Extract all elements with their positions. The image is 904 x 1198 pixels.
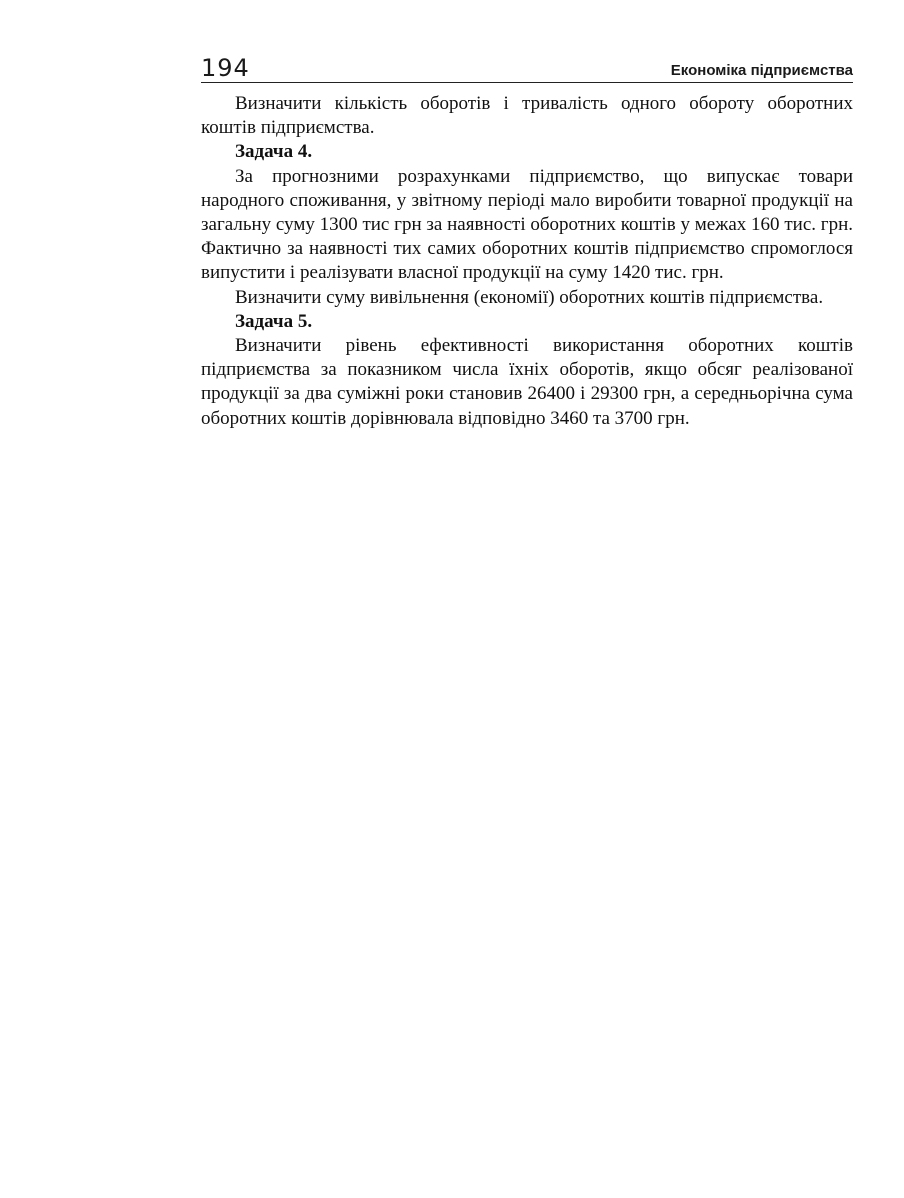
task-4-heading: Задача 4. <box>235 141 313 163</box>
book-title: Економіка підприємства <box>670 62 853 79</box>
task-4-text: За прогнозними розрахунками підприємство, що випускає товари народного споживання, у звітному періоді мало виробити товарної продукції на загальну суму 1300 тис грн за наявності оборотних коштів у межах 160 тис. грн. Фактично за наявності тих самих оборотних коштів підприємство спромоглося випустити і реалізувати власної продукції на суму 1420 тис. грн. <box>201 165 853 284</box>
intro-question-paragraph: Визначити кількість оборотів і тривалість одного обороту оборотних коштів підприємства. <box>201 93 853 139</box>
task-5-heading: Задача 5. <box>235 310 313 332</box>
task-4-question: Визначити суму вивільнення (економії) оборотних коштів підприємства. <box>235 286 824 308</box>
page-content <box>201 92 853 431</box>
page-number: 194 <box>201 54 250 82</box>
book-page <box>201 52 853 431</box>
task-5-text: Визначити рівень ефективності використання оборотних коштів підприємства за показником числа їхніх оборотів, якщо обсяг реалізованої продукції за два суміжні роки становив 26400 і 29300 грн, а середньорічна сума оборотних коштів дорівнювала відповідно 3460 та 3700 грн. <box>201 335 853 429</box>
running-header <box>201 52 853 83</box>
